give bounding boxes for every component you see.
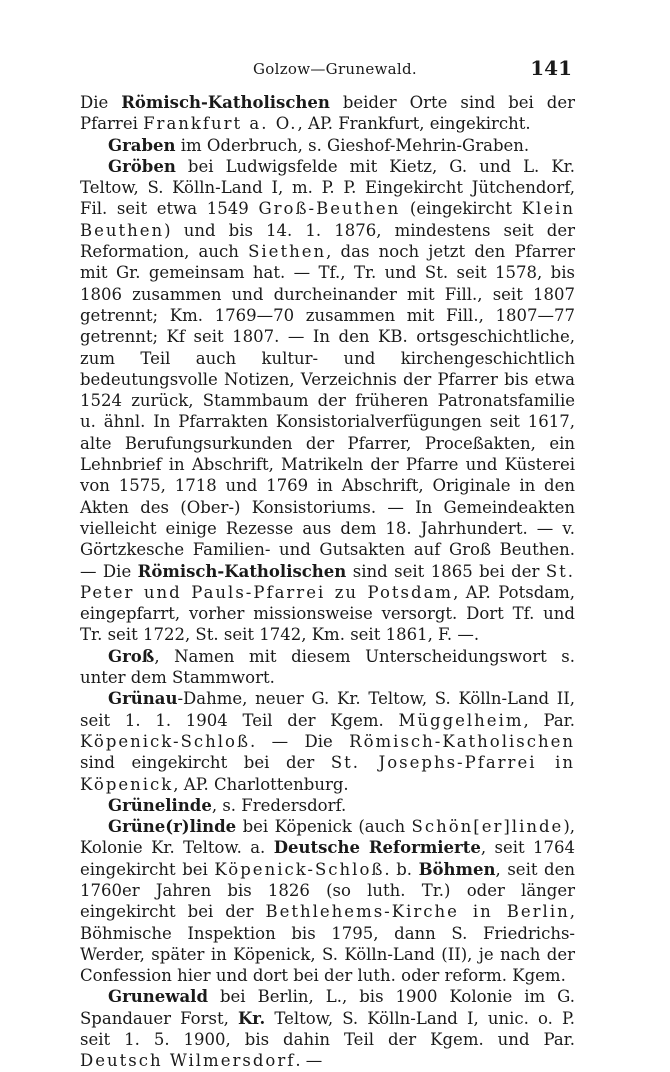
spaced-name: Groß-Beuthen [258,199,401,219]
text-run: . — Die [249,731,350,751]
running-head-title: Golzow—Grunewald. [253,60,417,78]
spaced-name: Köpenick-Schloß [214,859,385,879]
text-run: , AP. Potsdam, eingepfarrt, vorher missionsweise versorgt. Dort Tf. und Tr. seit 1722, St. seit 1742, Km. seit 1861, F. —. [80,582,575,645]
text-run: sind seit 1865 bei der [346,561,546,581]
text-run: -Dahme, neuer G. Kr. Teltow, S. Kölln-Land II, seit 1. 1. 1904 Teil der Kgem. [80,689,575,730]
spaced-name: St. Peter und Pauls-Pfarrei zu Potsdam [80,561,576,602]
text-run: , seit 1764 eingekircht bei [80,838,576,879]
page-number: 141 [530,56,572,80]
text-run: sind eingekircht bei der [80,753,331,773]
text-run: , AP. Frankfurt, eingekircht. [297,114,531,134]
spaced-name: Bethlehems-Kirche in Berlin [265,902,570,922]
bold-term: Böhmen [418,859,496,879]
text-run: ), Kolonie Kr. Teltow. a. [80,817,575,858]
spaced-name: St. Josephs-Pfarrei in Köpenick [80,753,575,794]
text-run: , AP. Charlottenburg. [173,774,349,794]
body-text [80,92,575,1072]
text-run: (eingekircht [400,199,522,219]
bold-term: Kr. [237,1008,266,1028]
paragraph [80,816,575,986]
paragraph [80,986,575,1071]
spaced-name: Müggelheim [398,710,524,730]
paragraph [80,646,575,689]
spaced-name: Köpenick-Schloß [80,731,250,751]
text-run: ) und bis 14. 1. 1876, mindestens seit der Reformation, auch [80,220,575,262]
bold-term: Graben [108,135,176,155]
text-run: beider Orte sind bei der Pfarrei [80,93,575,134]
text-run: . — [295,1051,323,1071]
paragraph [80,135,575,156]
bold-term: Römisch-Katholischen [121,93,330,112]
text-run: . b. [384,859,419,879]
paragraph [80,156,575,646]
text-run: , seit den 1760er Jahren bis 1826 (so luth. Tr.) oder länger eingekircht bei der [80,859,575,922]
spaced-name: Frankfurt a. O. [143,114,298,134]
spaced-name: Siethen [248,242,327,262]
running-head [0,56,670,86]
text-run: , Par. [523,710,575,730]
spaced-name: Klein Beuthen [80,199,575,240]
text-run: Teltow, S. Kölln-Land I, unic. o. P. seit 1. 5. 1900, bis dahin Teil der Kgem. und Par. [80,1008,575,1050]
paragraph [80,92,575,135]
bold-term: Grünau [108,689,178,709]
bold-term: Groß [108,646,155,666]
text-run: , s. Fredersdorf. [211,795,347,815]
bold-term: Grünelinde [108,795,212,815]
bold-term: Deutsche Reformierte [273,838,481,858]
text-run: bei Ludwigsfelde mit Kietz, G. und L. Kr. Teltow, S. Kölln-Land I, m. P. P. Eingekircht Jütchendorf, Fil. seit etwa 1549 [80,156,575,219]
text-run: , Böhmische Inspektion bis 1795, dann S. Friedrichs-Werder, später in Köpenick, S. Kölln-Land (II), je nach der Confession hier und dort bei der luth. oder reform. Kgem. [80,902,575,986]
text-run: , das noch jetzt den Pfarrer mit Gr. gemeinsam hat. — Tf., Tr. und St. seit 1578, bis 1806 zusammen und durcheinander mit Fill., seit 1807 getrennt; Km. 1769—70 zusammen mit Fill., 1807—77 getrennt; Kf seit 1807. — In den KB. ortsgeschichtliche, zum Teil auch kultur- und kirchengeschichtlich bedeutungsvolle Notizen, Verzeichnis der Pfarrer bis etwa 1524 zurück, Stammbaum der früheren Patronatsfamilie u. ähnl. In Pfarrakten Konsistorialverfügungen seit 1617, alte Berufungsurkunden der Pfarrer, Proceßakten, ein Lehnbrief in Abschrift, Matrikeln der Pfarre und Küsterei von 1575, 1718 und 1769 in Abschrift, Originale in den Akten des (Ober-) Konsistoriums. — In Gemeindeakten vielleicht einige Rezesse aus dem 18. Jahrhundert. — v. Görtzkesche Familien- und Gutsakten auf Groß Beuthen. — Die [80,242,575,581]
paragraph [80,688,575,794]
spaced-name: Schön[er]linde [411,817,564,837]
spaced-name: Römisch-Katholischen [349,731,575,751]
bold-term: Römisch-Katholischen [137,561,347,581]
text-run: Die [80,93,122,112]
bold-term: Gröben [108,156,176,176]
text-run: bei Berlin, L., bis 1900 Kolonie im G. Spandauer Forst, [80,987,575,1028]
text-run: bei Köpenick (auch [236,817,412,837]
text-run: im Oderbruch, s. Gieshof-Mehrin-Graben. [175,135,530,155]
spaced-name: Deutsch Wilmersdorf [80,1051,296,1071]
bold-term: Grüne(r)linde [108,817,237,837]
bold-term: Grunewald [108,987,208,1007]
text-run: , Namen mit diesem Unterscheidungswort s. unter dem Stammwort. [80,646,575,688]
paragraph [80,795,575,816]
